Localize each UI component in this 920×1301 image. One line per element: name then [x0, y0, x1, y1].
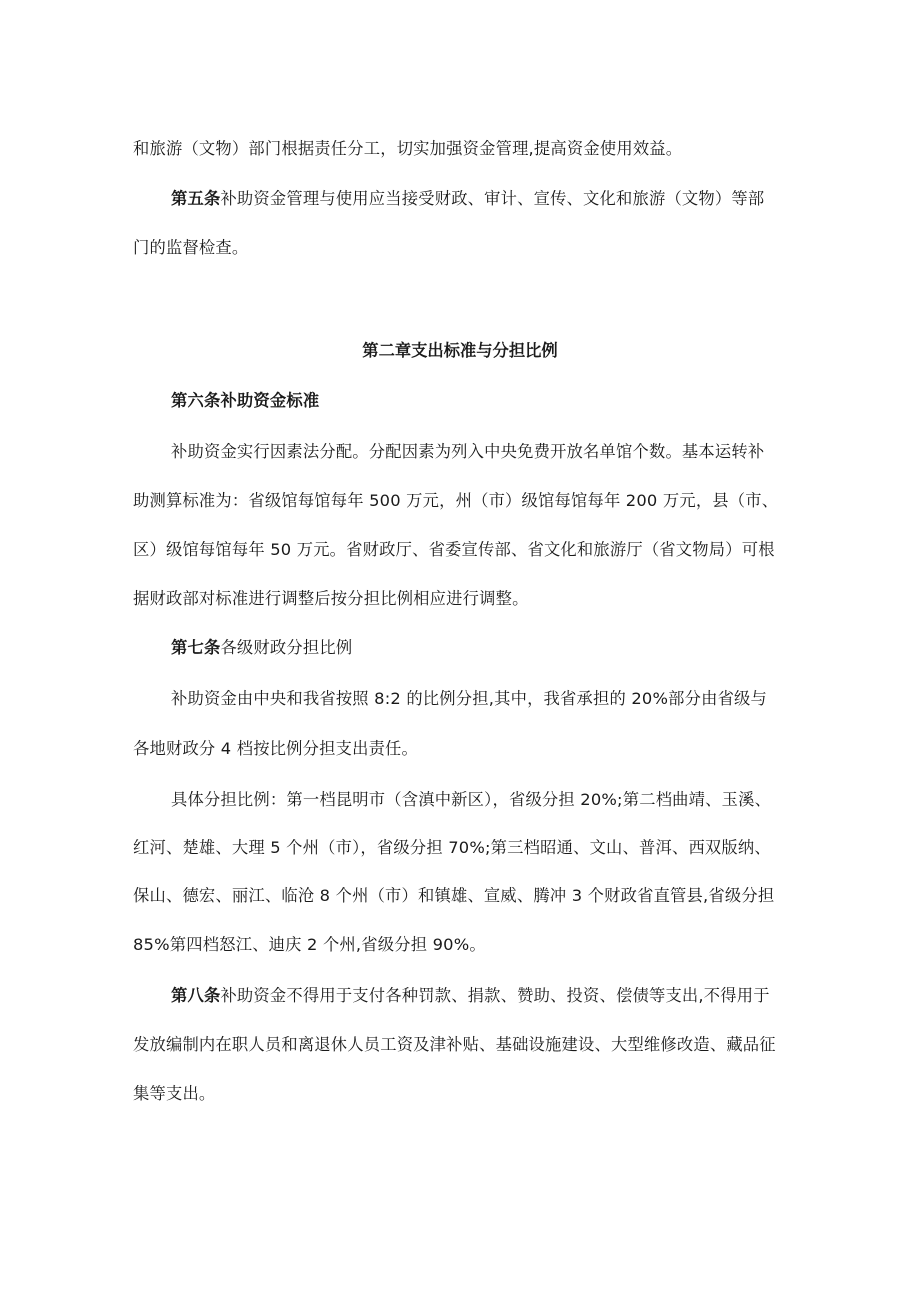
continuation-paragraph — [133, 137, 803, 161]
article-8-text-1: 补助资金不得用于支付各种罚款、捐款、赞助、投资、偿债等支出,不得用于 — [220, 986, 770, 1005]
article-7-p2-line-3: 保山、德宏、丽江、临沧 8 个州（市）和镇雄、宣威、腾冲 3 个财政省直管县,省级分担 — [133, 886, 775, 905]
article-6-line-3: 区）级馆每馆每年 50 万元。省财政厅、省委宣传部、省文化和旅游厅（省文物局）可根 — [133, 540, 775, 559]
article-7-p1-line-1: 补助资金由中央和我省按照 8:2 的比例分担,其中，我省承担的 20%部分由省级与 — [171, 689, 768, 708]
continuation-text: 和旅游（文物）部门根据责任分工，切实加强资金管理,提高资金使用效益。 — [133, 139, 683, 158]
chapter-2-heading: 第二章支出标准与分担比例 — [362, 341, 558, 360]
article-8-label: 第八条 — [171, 986, 221, 1005]
article-6-title: 第六条补助资金标准 — [171, 391, 320, 410]
article-7-p2-line-2: 红河、楚雄、大理 5 个州（市），省级分担 70%;第三档昭通、文山、普洱、西双版纳、 — [133, 838, 771, 857]
article-5-line-1 — [171, 187, 803, 211]
article-8-line-3: 集等支出。 — [133, 1084, 216, 1103]
article-7-title-rest: 各级财政分担比例 — [220, 638, 353, 657]
article-8-line-1 — [171, 984, 803, 1008]
article-5-label: 第五条 — [171, 189, 221, 208]
article-7-title — [171, 636, 803, 660]
article-6-line-2: 助测算标准为：省级馆每馆每年 500 万元，州（市）级馆每馆每年 200 万元，县（市、 — [133, 491, 779, 510]
article-8-line-2: 发放编制内在职人员和离退休人员工资及津补贴、基础设施建设、大型维修改造、藏品征 — [133, 1035, 776, 1054]
article-5-line-2 — [133, 236, 803, 260]
article-7-p1-line-2: 各地财政分 4 档按比例分担支出责任。 — [133, 739, 419, 758]
article-5-text-1: 补助资金管理与使用应当接受财政、审计、宣传、文化和旅游（文物）等部 — [220, 189, 765, 208]
article-5-text-2: 门的监督检查。 — [133, 238, 249, 257]
article-7-p2-line-4: 85%第四档怒江、迪庆 2 个州,省级分担 90%。 — [133, 935, 486, 954]
article-7-p2-line-1: 具体分担比例：第一档昆明市（含滇中新区），省级分担 20%;第二档曲靖、玉溪、 — [171, 790, 772, 809]
article-6-line-4: 据财政部对标准进行调整后按分担比例相应进行调整。 — [133, 589, 529, 608]
article-6-line-1: 补助资金实行因素法分配。分配因素为列入中央免费开放名单馆个数。基本运转补 — [171, 442, 765, 461]
article-7-label: 第七条 — [171, 638, 221, 657]
